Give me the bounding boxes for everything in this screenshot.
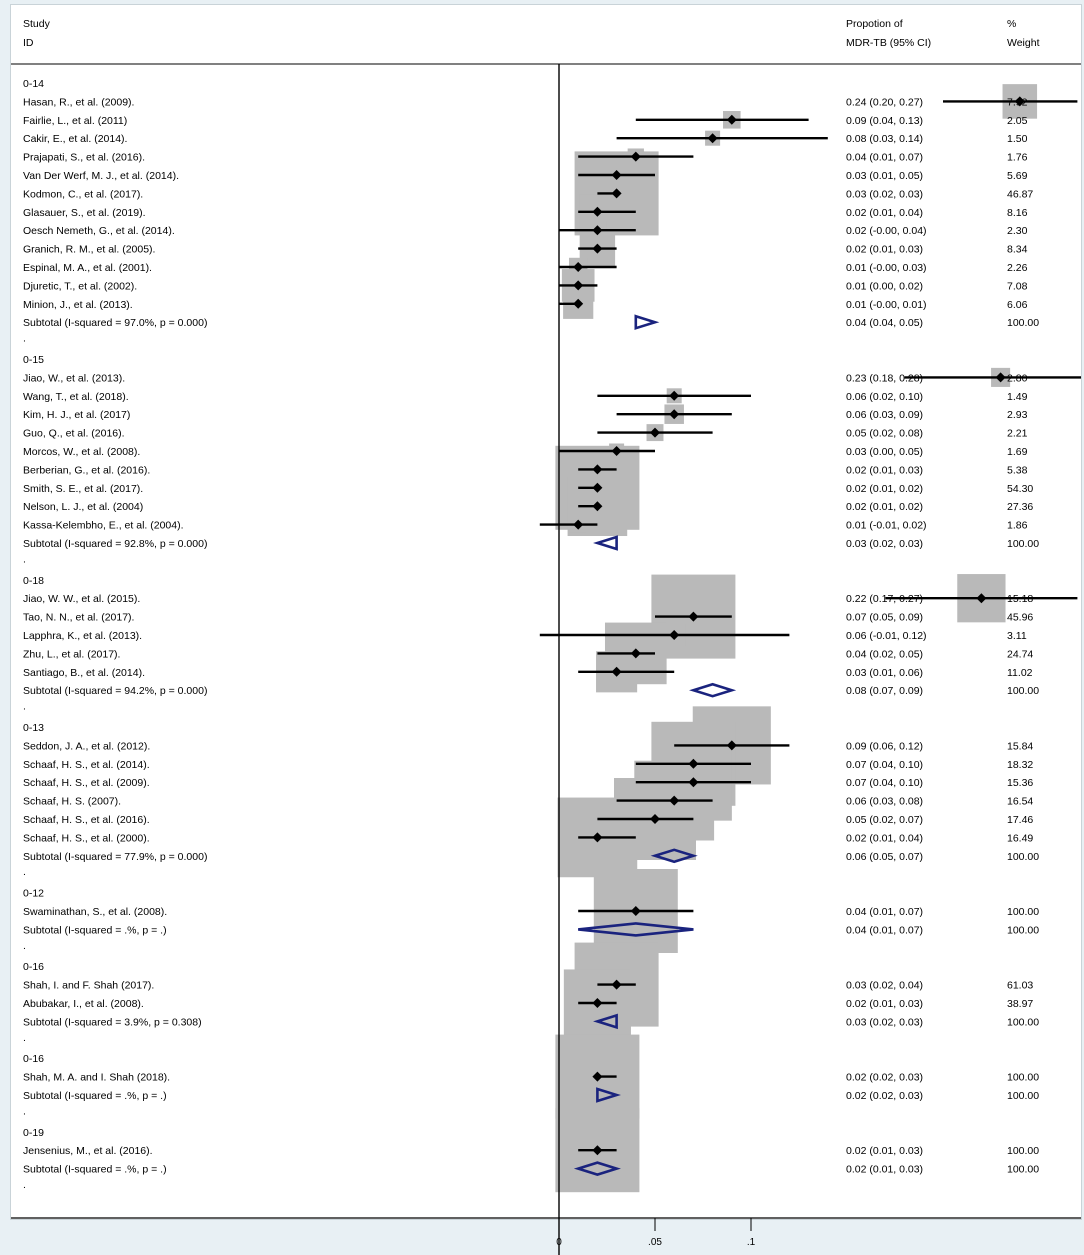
group-label: 0-16 bbox=[23, 961, 45, 974]
study-ci-text: 0.22 (0.17, 0.27) bbox=[846, 593, 924, 606]
study-weight-text: 1.49 bbox=[1007, 390, 1028, 403]
subtotal-weight-text: 100.00 bbox=[1007, 317, 1040, 330]
header-weight-line1: % bbox=[1007, 18, 1017, 30]
study-weight-text: 2.30 bbox=[1007, 225, 1028, 238]
study-ci-text: 0.09 (0.06, 0.12) bbox=[846, 740, 924, 753]
subtotal-weight-text: 100.00 bbox=[1007, 924, 1040, 937]
study-ci-text: 0.01 (-0.00, 0.03) bbox=[846, 262, 927, 274]
study-name: Schaaf, H. S., et al. (2014). bbox=[23, 758, 150, 771]
study-ci-text: 0.02 (0.01, 0.02) bbox=[846, 501, 924, 514]
study-weight-text: 6.06 bbox=[1007, 298, 1028, 311]
subtotal-ci-text: 0.04 (0.04, 0.05) bbox=[846, 317, 924, 330]
study-ci-text: 0.03 (0.02, 0.03) bbox=[846, 188, 924, 201]
spacer-dot: . bbox=[23, 553, 26, 566]
study-ci-text: 0.02 (0.02, 0.03) bbox=[846, 1071, 924, 1084]
study-weight-text: 1.50 bbox=[1007, 133, 1028, 146]
group-label: 0-19 bbox=[23, 1126, 45, 1139]
study-name: Jiao, W. W., et al. (2015). bbox=[23, 593, 141, 606]
study-ci-text: 0.03 (0.02, 0.04) bbox=[846, 979, 924, 992]
study-ci-text: 0.04 (0.01, 0.07) bbox=[846, 906, 924, 918]
study-name: Hasan, R., et al. (2009). bbox=[23, 96, 135, 109]
study-name: Swaminathan, S., et al. (2008). bbox=[23, 906, 168, 918]
study-weight-text: 7.08 bbox=[1007, 280, 1028, 293]
study-name: Djuretic, T., et al. (2002). bbox=[23, 280, 138, 293]
header-estimate-line1: Propotion of bbox=[846, 18, 903, 30]
study-ci-text: 0.06 (-0.01, 0.12) bbox=[846, 630, 927, 642]
study-weight-text: 1.86 bbox=[1007, 519, 1028, 532]
study-weight-text: 2.26 bbox=[1007, 262, 1028, 274]
study-ci-text: 0.02 (0.01, 0.03) bbox=[846, 243, 924, 256]
study-name: Morcos, W., et al. (2008). bbox=[23, 446, 141, 458]
study-ci-text: 0.07 (0.04, 0.10) bbox=[846, 758, 924, 771]
spacer-dot: . bbox=[23, 332, 26, 345]
study-weight-text: 1.76 bbox=[1007, 151, 1028, 164]
study-name: Santiago, B., et al. (2014). bbox=[23, 666, 145, 679]
study-ci-text: 0.03 (0.00, 0.05) bbox=[846, 446, 924, 458]
study-weight-text: 2.05 bbox=[1007, 114, 1028, 127]
study-ci-text: 0.02 (0.01, 0.03) bbox=[846, 998, 924, 1010]
study-name: Kodmon, C., et al. (2017). bbox=[23, 188, 144, 201]
subtotal-diamond bbox=[693, 684, 731, 696]
subtotal-label: Subtotal (I-squared = 94.2%, p = 0.000) bbox=[23, 685, 208, 698]
study-weight-text: 5.69 bbox=[1007, 170, 1028, 182]
x-tick-label: .05 bbox=[648, 1237, 662, 1248]
study-name: Schaaf, H. S. (2007). bbox=[23, 795, 122, 808]
header-id: ID bbox=[23, 37, 34, 49]
study-ci-text: 0.07 (0.04, 0.10) bbox=[846, 777, 924, 790]
forest-plot bbox=[11, 5, 1081, 1255]
study-weight-text: 15.36 bbox=[1007, 777, 1034, 790]
study-ci-text: 0.23 (0.18, 0.28) bbox=[846, 372, 924, 385]
x-tick-label: 0 bbox=[556, 1237, 562, 1248]
study-ci-text: 0.02 (0.01, 0.03) bbox=[846, 1145, 924, 1158]
study-ci-text: 0.07 (0.05, 0.09) bbox=[846, 611, 924, 624]
spacer-dot: . bbox=[23, 939, 26, 952]
study-ci-text: 0.06 (0.02, 0.10) bbox=[846, 390, 924, 403]
study-ci-text: 0.03 (0.01, 0.06) bbox=[846, 666, 924, 679]
study-ci-text: 0.05 (0.02, 0.07) bbox=[846, 814, 924, 826]
study-weight-text: 17.46 bbox=[1007, 814, 1034, 826]
study-weight-text: 45.96 bbox=[1007, 611, 1034, 624]
spacer-dot: . bbox=[23, 1105, 26, 1118]
study-weight-text: 100.00 bbox=[1007, 906, 1040, 918]
subtotal-diamond bbox=[636, 316, 655, 328]
subtotal-label: Subtotal (I-squared = .%, p = .) bbox=[23, 1163, 167, 1176]
study-weight-text: 1.69 bbox=[1007, 446, 1028, 458]
subtotal-ci-text: 0.06 (0.05, 0.07) bbox=[846, 850, 924, 863]
study-name: Cakir, E., et al. (2014). bbox=[23, 133, 128, 146]
study-ci-text: 0.01 (-0.01, 0.02) bbox=[846, 519, 927, 532]
study-name: Guo, Q., et al. (2016). bbox=[23, 427, 125, 440]
study-ci-text: 0.24 (0.20, 0.27) bbox=[846, 96, 924, 109]
study-weight-text: 15.18 bbox=[1007, 593, 1034, 606]
study-name: Prajapati, S., et al. (2016). bbox=[23, 151, 145, 164]
study-name: Glasauer, S., et al. (2019). bbox=[23, 206, 146, 219]
study-weight-text: 5.38 bbox=[1007, 464, 1028, 477]
study-ci-text: 0.02 (0.01, 0.04) bbox=[846, 832, 924, 845]
study-weight-text: 15.84 bbox=[1007, 740, 1034, 753]
study-name: Van Der Werf, M. J., et al. (2014). bbox=[23, 170, 179, 182]
subtotal-weight-text: 100.00 bbox=[1007, 1090, 1040, 1102]
study-name: Oesch Nemeth, G., et al. (2014). bbox=[23, 225, 175, 238]
study-ci-text: 0.06 (0.03, 0.09) bbox=[846, 409, 924, 422]
spacer-dot: . bbox=[23, 866, 26, 879]
study-name: Schaaf, H. S., et al. (2000). bbox=[23, 832, 150, 845]
study-weight-text: 38.97 bbox=[1007, 998, 1034, 1010]
header-weight-line2: Weight bbox=[1007, 37, 1040, 49]
study-name: Nelson, L. J., et al. (2004) bbox=[23, 501, 144, 514]
study-name: Jiao, W., et al. (2013). bbox=[23, 372, 126, 385]
subtotal-label: Subtotal (I-squared = .%, p = .) bbox=[23, 924, 167, 937]
header-study: Study bbox=[23, 18, 50, 30]
study-name: Kim, H. J., et al. (2017) bbox=[23, 409, 131, 422]
study-weight-text: 27.36 bbox=[1007, 501, 1034, 514]
subtotal-label: Subtotal (I-squared = .%, p = .) bbox=[23, 1090, 167, 1102]
group-label: 0-13 bbox=[23, 722, 45, 734]
forest-rows bbox=[23, 78, 1081, 1192]
study-ci-text: 0.01 (-0.00, 0.01) bbox=[846, 298, 927, 311]
x-tick-label: .1 bbox=[746, 1237, 756, 1248]
study-name: Shah, M. A. and I. Shah (2018). bbox=[23, 1071, 171, 1084]
study-name: Jensenius, M., et al. (2016). bbox=[23, 1145, 153, 1158]
study-name: Lapphra, K., et al. (2013). bbox=[23, 630, 143, 642]
study-weight-text: 2.80 bbox=[1007, 372, 1028, 385]
subtotal-weight-text: 100.00 bbox=[1007, 1163, 1040, 1176]
study-weight-text: 7.92 bbox=[1007, 96, 1028, 109]
study-name: Minion, J., et al. (2013). bbox=[23, 298, 133, 311]
study-ci-text: 0.02 (0.01, 0.02) bbox=[846, 482, 924, 495]
study-weight-text: 18.32 bbox=[1007, 758, 1034, 771]
subtotal-label: Subtotal (I-squared = 92.8%, p = 0.000) bbox=[23, 538, 208, 550]
study-weight-text: 2.93 bbox=[1007, 409, 1028, 422]
study-name: Schaaf, H. S., et al. (2016). bbox=[23, 814, 150, 826]
subtotal-ci-text: 0.03 (0.02, 0.03) bbox=[846, 1016, 924, 1029]
subtotal-weight-text: 100.00 bbox=[1007, 1016, 1040, 1029]
study-ci-text: 0.06 (0.03, 0.08) bbox=[846, 795, 924, 808]
study-name: Abubakar, I., et al. (2008). bbox=[23, 998, 144, 1010]
study-ci-text: 0.04 (0.02, 0.05) bbox=[846, 648, 924, 661]
group-label: 0-12 bbox=[23, 887, 45, 900]
study-weight-text: 8.34 bbox=[1007, 243, 1028, 256]
study-weight-text: 24.74 bbox=[1007, 648, 1034, 661]
group-label: 0-14 bbox=[23, 78, 45, 90]
study-name: Schaaf, H. S., et al. (2009). bbox=[23, 777, 150, 790]
study-weight-text: 3.11 bbox=[1007, 630, 1027, 642]
study-name: Zhu, L., et al. (2017). bbox=[23, 648, 121, 661]
study-weight-text: 61.03 bbox=[1007, 979, 1034, 992]
study-name: Tao, N. N., et al. (2017). bbox=[23, 611, 135, 624]
subtotal-ci-text: 0.03 (0.02, 0.03) bbox=[846, 538, 924, 550]
study-name: Granich, R. M., et al. (2005). bbox=[23, 243, 156, 256]
subtotal-weight-text: 100.00 bbox=[1007, 685, 1040, 698]
subtotal-label: Subtotal (I-squared = 3.9%, p = 0.308) bbox=[23, 1016, 202, 1029]
study-weight-text: 16.49 bbox=[1007, 832, 1034, 845]
study-name: Wang, T., et al. (2018). bbox=[23, 390, 129, 403]
subtotal-weight-text: 100.00 bbox=[1007, 538, 1040, 550]
study-weight-text: 46.87 bbox=[1007, 188, 1034, 201]
study-weight-text: 2.21 bbox=[1007, 427, 1028, 440]
study-weight-text: 100.00 bbox=[1007, 1071, 1040, 1084]
forest-plot-frame bbox=[10, 4, 1082, 1248]
group-label: 0-18 bbox=[23, 574, 45, 587]
subtotal-ci-text: 0.02 (0.01, 0.03) bbox=[846, 1163, 924, 1176]
study-name: Espinal, M. A., et al. (2001). bbox=[23, 262, 152, 274]
study-ci-text: 0.09 (0.04, 0.13) bbox=[846, 114, 924, 127]
study-weight-text: 100.00 bbox=[1007, 1145, 1040, 1158]
spacer-dot: . bbox=[23, 1031, 26, 1044]
study-weight-text: 54.30 bbox=[1007, 482, 1034, 495]
study-ci-text: 0.01 (0.00, 0.02) bbox=[846, 280, 924, 293]
study-ci-text: 0.02 (0.01, 0.04) bbox=[846, 206, 924, 219]
subtotal-label: Subtotal (I-squared = 77.9%, p = 0.000) bbox=[23, 850, 208, 863]
group-label: 0-16 bbox=[23, 1053, 45, 1066]
subtotal-ci-text: 0.04 (0.01, 0.07) bbox=[846, 924, 924, 937]
study-ci-text: 0.04 (0.01, 0.07) bbox=[846, 151, 924, 164]
study-ci-text: 0.02 (0.01, 0.03) bbox=[846, 464, 924, 477]
study-weight-text: 16.54 bbox=[1007, 795, 1034, 808]
study-name: Fairlie, L., et al. (2011) bbox=[23, 114, 128, 127]
subtotal-ci-text: 0.08 (0.07, 0.09) bbox=[846, 685, 924, 698]
header-estimate-line2: MDR-TB (95% CI) bbox=[846, 37, 932, 49]
study-ci-text: 0.08 (0.03, 0.14) bbox=[846, 133, 924, 146]
study-ci-text: 0.02 (-0.00, 0.04) bbox=[846, 225, 927, 238]
study-ci-text: 0.05 (0.02, 0.08) bbox=[846, 427, 924, 440]
study-ci-text: 0.03 (0.01, 0.05) bbox=[846, 170, 924, 182]
study-name: Berberian, G., et al. (2016). bbox=[23, 464, 151, 477]
subtotal-label: Subtotal (I-squared = 97.0%, p = 0.000) bbox=[23, 317, 208, 330]
study-name: Smith, S. E., et al. (2017). bbox=[23, 482, 144, 495]
study-name: Shah, I. and F. Shah (2017). bbox=[23, 979, 155, 992]
subtotal-diamond bbox=[597, 537, 616, 549]
study-name: Seddon, J. A., et al. (2012). bbox=[23, 740, 151, 753]
study-weight-text: 11.02 bbox=[1007, 666, 1033, 679]
spacer-dot: . bbox=[23, 700, 26, 713]
spacer-dot: . bbox=[23, 1179, 26, 1191]
subtotal-ci-text: 0.02 (0.02, 0.03) bbox=[846, 1090, 924, 1102]
subtotal-weight-text: 100.00 bbox=[1007, 850, 1040, 863]
group-label: 0-15 bbox=[23, 354, 45, 366]
study-weight-text: 8.16 bbox=[1007, 206, 1028, 219]
study-name: Kassa-Kelembho, E., et al. (2004). bbox=[23, 519, 184, 532]
